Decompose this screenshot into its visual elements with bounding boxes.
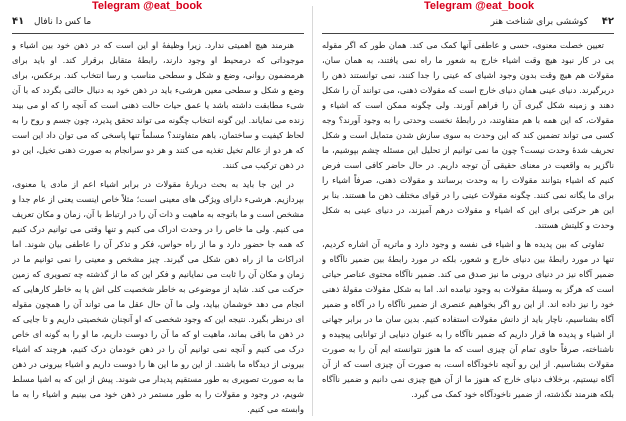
watermark-right: Telegram @eat_book	[424, 0, 535, 12]
right-header-rule	[322, 33, 614, 34]
left-page-body	[12, 38, 304, 417]
right-page-header	[322, 17, 614, 31]
left-page-header	[12, 17, 304, 31]
right-running-title: كوششى براى شناخت هنر	[490, 17, 588, 27]
left-header-rule	[12, 33, 304, 34]
watermark-left: Telegram @eat_book	[92, 0, 203, 12]
right-page-number: ۴۲	[601, 16, 614, 27]
right-page	[318, 0, 618, 421]
paragraph: تعیین خصلت معنوی، حسی و عاطفی آنها کمک می کند. همان طور که اگر مقوله یی در کار نبود هیچ وقت اشیاء خارج به شعور ما راه نمی یافتند، به همان سان، مقولات هم هیچ وقت بدون وجود اشیای که عینی را جدا کنند، نمی توانستند ذهن را دربرگیرند. دنیای عینی همان دنیای خارج است که مقولات ذهنی، می توانند آن را شکل دهند و زمینه شکل گیری آن را فراهم آورند. ولی چگونه ممکن است که اشیاء و مقولات، که این همه با هم متفاوتند، در رابطهٔ نخست وحدتی را به وجود آورند؟ وجه کسی می تواند تضمین کند که این وحدت به سوی سازش شدن متمایل است و شکل تحریف شدهٔ وحدت نیست؟ چون ما نمی توانیم از تحلیل این مسئله چشم بپوشیم، ما ناگزیر به واقعیت در معنای حقیقی آن توجه داریم. در حال حاضر کافی است فرض کنیم که اشیاء بتوانند مقولات را به وحدت برسانند و مقولات ذهنی، صرفاً اشیاء را برای ما یگانه نمی کنند. چگونه مقولات عینی را در قوای مختلف ذهن ما هستند. بنا بر این هر حرکتی برای این که اشیاء و مقولات درهم آمیزند، در دنیای عینی به شکل وحدت و کلیتش هستند.	[322, 40, 614, 230]
paragraph: در این جا باید به بحث دربارهٔ مقولات در برابر اشیاء اعم از مادی یا معنوی، بپردازیم. هرشیء دارای ویژگی های معینی است؛ مثلاً خاص اینست یعنی از عام جدا و مشخص است و ما باتوجه به ماهیت و ذات آن را در ارتباط با آن، زمان و مکان تعریف می کنیم. ولی ما خاص را در وحدت ادراک می کنیم و تنها وقتی می توانیم درک کنیم که همه جا حضور دارد و ما از راه حواس، فکر و تذکر آن را عاطفی بیان شوند. اما ادراکات ما از راه ذهن شکل می گیرند. چیز مشخص و معینی را نمی توانیم ما در زمان و مکان آن را ثابت می نمایانیم و فکر این که ما از گذشته چه تصویری که زمین حرکت می کند. شاید از موضوعی به خاطر شخصیت کلی اش یا به خاطر کارهایی که انجام می دهد خوشمان بیاید، ولی ما آن حال عقل ما می تواند آن را همچون مقوله ای درنظر بگیرد. نتیجه این که وجود شخصی که او آنچنان شخصیتی داریم و تا جایی که در ذهن ما باقی بماند، ماهیت او که ما آن را دوست داریم، ما او را به گونه ای خاص درک می کنیم و آنچه نمی توانیم آن را در ذهن خودمان درک کنیم، هرچند که اشیاء بیرونی از دیدگاه ما باشند. از این رو ما این ها را دوست داریم و اشیاء بیرونی در ذهن ما به صورت تصویری به طور مستقیم پدیدار می شوند. پیش از این که به اشیا مسلط شویم، در وجود و مقولات را به طور مستمر در ذهن خود می بینیم و اشیاء را به ما وابسته می کنیم.	[12, 179, 304, 414]
left-running-title: ما كس دا نافال	[34, 17, 92, 27]
left-page	[8, 0, 308, 421]
left-page-number: ۴۱	[12, 16, 25, 27]
book-gutter	[312, 6, 313, 416]
paragraph: هنرمند هیچ اهمیتی ندارد. زیرا وظیفهٔ او این است که در ذهن خود بین اشیاء و موجوداتی که درمحیط او وجود دارند، رابطهٔ متقابل برقرار کند. او باید برای هرمضمون روانی، وضع و شکل و سطحی مناسب و رسا انتخاب کند. برعکس، برای وضع و شکل و سطحی معین هرشیء باید در ذهن خود به دنبال حالتی بگردد که با آن شیء مطابقت داشته باشد یا عمق حیات حالت ذهنی است که آنچه را که او می بیند زنده می نمایاند. این گونه انتخاب چگونه می تواند تحقق پذیرد، چون جسم و روح را به لحاظ کیفیت و ساختمان، باهم متفاوتند؟ مسلماً تنها پاسخی که می توان داد این است که هر دو از عالم تخیل تغذیه می کنند و هر دو سرانجام به صورت ذهنی تخیل، این دو در ذهن ترکیب می کنند.	[12, 40, 304, 170]
paragraph: تفاوتی که بین پدیده ها و اشیاء فی نفسه و وجود دارد و ماتریه آن اشاره کردیم، تنها در مورد رابطهٔ بین دنیای خارج و شعور، بلکه در مورد رابطهٔ بین ضمیر ناآگاه و ضمیر آگاه نیز در دنیای درونی ما نیز صدق می کند. ضمیر ناآگاه محتوی عناصر حیاتی است که هرگز به وسیلهٔ مقولات به وجود نیامده اند. اما به شکل مقولات مقولهٔ ذهنی خود را نیز داده اند. از این رو اگر بخواهیم عنصری از ضمیر ناآگاه را در آگاه و ضمیر آگاه بشناسیم، ناچار باید از دانش مقولات استفاده کنیم. بدین سان ما در برابر جهانی از اشیاء و پدیده ها قرار داریم که ضمیر ناآگاه را به عنوان دنیایی از توانایی پیچیده و ناشناخته، صرفاً حاوی تمام آن چیزی است که ما هنوز نتوانسته ایم آن را به صورت مقولات بشناسیم. از این رو آنچه ناخودآگاه است، به صورت آن چیزی است که از آن آگاه نیستیم، برخلاف دنیای خارج که هنوز ما از آن هیچ چیزی نمی دانیم و ضمیر ناآگاه بلکه هنرمند نگذشته، از ضمیر ناخودآگاه خود کمک می گیرد.	[322, 239, 614, 399]
right-page-body	[322, 38, 614, 417]
